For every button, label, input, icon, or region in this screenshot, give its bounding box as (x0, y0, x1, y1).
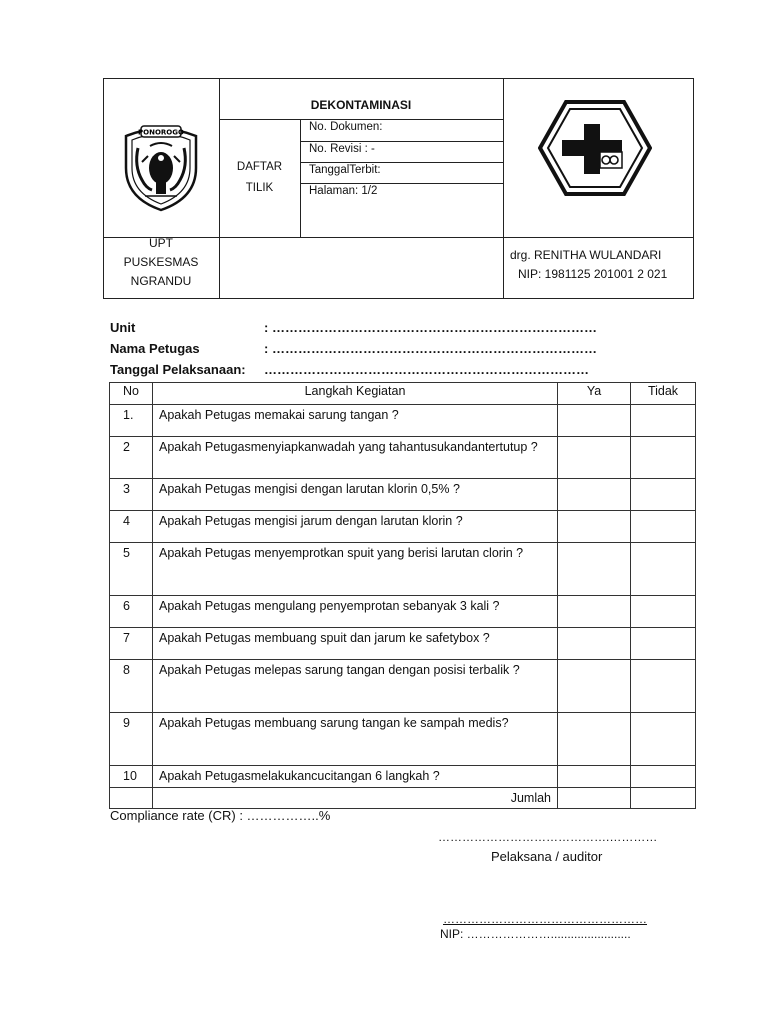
row-step: Apakah Petugasmenyiapkanwadah yang tahantusukandantertutup ? (153, 437, 558, 479)
ya-cell[interactable] (558, 628, 631, 660)
ya-cell[interactable] (558, 660, 631, 713)
header-divider (300, 183, 503, 184)
table-row (110, 628, 696, 660)
compliance-rate: Compliance rate (CR) : ……………..% (110, 808, 331, 823)
header-divider (300, 119, 301, 237)
org-line3: NGRANDU (130, 274, 192, 288)
tidak-cell[interactable] (631, 713, 696, 766)
ya-cell[interactable] (558, 405, 631, 437)
tidak-cell[interactable] (631, 543, 696, 596)
row-number: 3 (110, 479, 153, 511)
tidak-cell[interactable] (631, 479, 696, 511)
meta-terbit: TanggalTerbit: (309, 164, 381, 176)
table-row (110, 479, 696, 511)
header-divider (219, 119, 503, 120)
header-divider (503, 78, 504, 299)
tidak-cell[interactable] (631, 628, 696, 660)
table-row (110, 766, 696, 788)
table-row (110, 405, 696, 437)
header-divider (300, 141, 503, 142)
row-step: Apakah Petugas mengisi jarum dengan larutan klorin ? (153, 511, 558, 543)
row-step: Apakah Petugasmelakukancucitangan 6 langkah ? (153, 766, 558, 788)
ya-cell[interactable] (558, 437, 631, 479)
row-step: Apakah Petugas mengisi dengan larutan klorin 0,5% ? (153, 479, 558, 511)
document-title: DEKONTAMINASI (310, 98, 412, 112)
table-row (110, 596, 696, 628)
row-number: 1. (110, 405, 153, 437)
meta-dokumen: No. Dokumen: (309, 121, 383, 133)
signer-nip: NIP: 1981125 201001 2 021 (518, 267, 668, 281)
petugas-label: Nama Petugas (110, 341, 200, 356)
ya-cell[interactable] (558, 596, 631, 628)
meta-revisi: No. Revisi : - (309, 143, 375, 155)
ya-cell[interactable] (558, 511, 631, 543)
row-step: Apakah Petugas membuang spuit dan jarum ke safetybox ? (153, 628, 558, 660)
row-number: 8 (110, 660, 153, 713)
auditor-name-line: …………………………………………… (443, 912, 647, 926)
auditor-nip: NIP: …………………........................ (440, 927, 631, 941)
ponorogo-crest-logo (112, 118, 210, 214)
row-number: 9 (110, 713, 153, 766)
row-number: 10 (110, 766, 153, 788)
signer-name: drg. RENITHA WULANDARI (510, 248, 662, 262)
doc-type-line2: TILIK (245, 182, 274, 194)
petugas-field[interactable]: : ………………………………………………………………… (264, 341, 597, 356)
table-row (110, 437, 696, 479)
header-langkah: Langkah Kegiatan (153, 383, 558, 405)
svg-text:PONOROGO: PONOROGO (138, 128, 184, 137)
signer-role: Pelaksana / auditor (491, 849, 603, 864)
row-step: Apakah Petugas membuang sarung tangan ke sampah medis? (153, 713, 558, 766)
total-ya-cell[interactable] (558, 788, 631, 809)
signature-line: …………………………………….………… (438, 830, 658, 844)
meta-halaman: Halaman: 1/2 (309, 185, 378, 197)
table-header-row (110, 383, 696, 405)
tidak-cell[interactable] (631, 766, 696, 788)
total-label: Jumlah (153, 788, 558, 809)
row-number: 5 (110, 543, 153, 596)
header-divider (300, 162, 503, 163)
ya-cell[interactable] (558, 543, 631, 596)
total-row (110, 788, 696, 809)
row-number: 7 (110, 628, 153, 660)
table-row (110, 511, 696, 543)
puskesmas-logo (538, 98, 652, 198)
ya-cell[interactable] (558, 766, 631, 788)
ya-cell[interactable] (558, 479, 631, 511)
total-blank (110, 788, 153, 809)
unit-label: Unit (110, 320, 136, 335)
tanggal-label: Tanggal Pelaksanaan: (110, 362, 246, 377)
tidak-cell[interactable] (631, 596, 696, 628)
header-no: No (110, 383, 153, 405)
total-tidak-cell[interactable] (631, 788, 696, 809)
row-step: Apakah Petugas melepas sarung tangan dengan posisi terbalik ? (153, 660, 558, 713)
table-row (110, 660, 696, 713)
tidak-cell[interactable] (631, 405, 696, 437)
checklist-table (109, 382, 696, 809)
tanggal-field[interactable]: ………………………………………………………………… (264, 362, 589, 377)
tidak-cell[interactable] (631, 660, 696, 713)
table-row (110, 713, 696, 766)
tidak-cell[interactable] (631, 437, 696, 479)
table-row (110, 543, 696, 596)
tidak-cell[interactable] (631, 511, 696, 543)
row-number: 6 (110, 596, 153, 628)
row-number: 4 (110, 511, 153, 543)
header-tidak: Tidak (631, 383, 696, 405)
header-ya: Ya (558, 383, 631, 405)
row-step: Apakah Petugas menyemprotkan spuit yang berisi larutan clorin ? (153, 543, 558, 596)
unit-field[interactable]: : ………………………………………………………………… (264, 320, 597, 335)
row-step: Apakah Petugas mengulang penyemprotan sebanyak 3 kali ? (153, 596, 558, 628)
doc-type-line1: DAFTAR (236, 161, 283, 173)
row-number: 2 (110, 437, 153, 479)
org-line1: UPT (149, 236, 173, 250)
org-line2: PUSKESMAS (123, 255, 199, 269)
row-step: Apakah Petugas memakai sarung tangan ? (153, 405, 558, 437)
ya-cell[interactable] (558, 713, 631, 766)
